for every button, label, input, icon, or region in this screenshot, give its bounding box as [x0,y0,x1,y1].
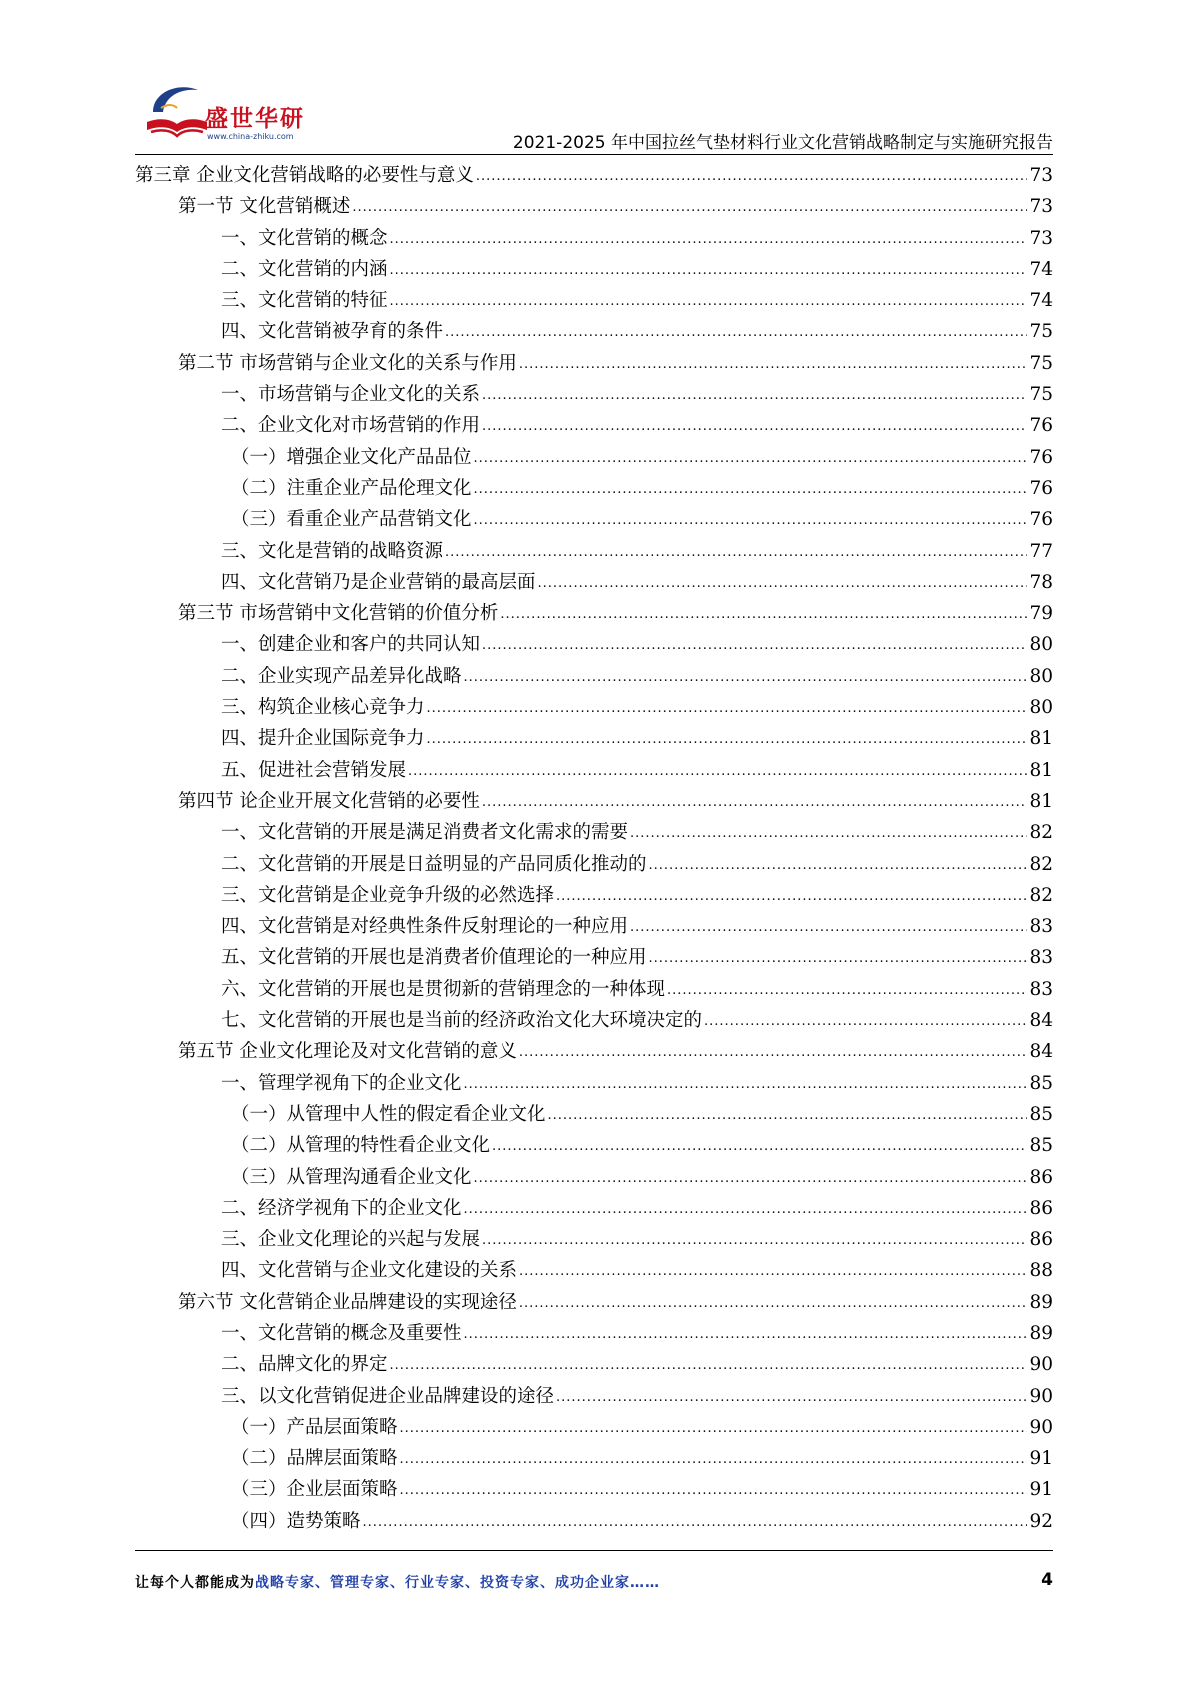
toc-leader-dots [482,380,1027,411]
toc-entry[interactable] [135,1287,1053,1318]
page-number: 4 [1041,1570,1053,1590]
toc-entry-page: 85 [1029,1135,1053,1157]
toc-entry[interactable] [135,1255,1053,1286]
toc-leader-dots [363,1507,1028,1538]
toc-leader-dots [476,161,1028,192]
toc-entry-page: 73 [1029,165,1053,186]
toc-leader-dots [538,568,1028,599]
toc-leader-dots [390,1350,1028,1381]
footer-slogan [135,1572,660,1592]
slogan-highlight: 战略专家、管理专家、行业专家、投资专家、成功企业家…… [255,1575,660,1591]
toc-entry-page: 74 [1029,290,1053,312]
toc-leader-dots [548,1100,1028,1131]
toc-entry-label: 六、文化营销的开展也是贯彻新的营销理念的一种体现 [221,978,666,1000]
toc-entry[interactable] [135,1412,1053,1443]
toc-leader-dots [667,975,1027,1006]
toc-entry[interactable] [135,1005,1053,1036]
toc-entry[interactable] [135,974,1053,1005]
page-header [135,78,1053,152]
toc-entry-label: （四）造势策略 [231,1510,361,1532]
toc-entry[interactable] [135,254,1053,285]
toc-entry[interactable] [135,692,1053,723]
toc-leader-dots [427,693,1028,724]
toc-entry[interactable] [135,285,1053,316]
toc-entry-page: 86 [1029,1229,1053,1251]
toc-leader-dots [474,505,1028,536]
toc-entry-page: 89 [1029,1322,1053,1344]
toc-entry-label: 一、文化营销的开展是满足消费者文化需求的需要 [221,822,629,844]
toc-entry-label: 二、品牌文化的界定 [221,1354,388,1376]
toc-leader-dots [474,443,1028,474]
toc-entry[interactable] [135,1381,1053,1412]
toc-entry[interactable] [135,1349,1053,1380]
toc-leader-dots [464,1069,1028,1100]
brand-url: www.china-zhiku.com [207,132,294,141]
toc-leader-dots [704,1006,1027,1037]
book-swoosh-logo-icon [143,82,213,144]
toc-entry[interactable] [135,536,1053,567]
toc-entry-label: 四、文化营销与企业文化建设的关系 [221,1260,518,1282]
toc-entry-label: （二）从管理的特性看企业文化 [231,1135,491,1157]
toc-entry-label: （三）从管理沟通看企业文化 [231,1166,472,1188]
toc-entry[interactable] [135,661,1053,692]
toc-entry[interactable] [135,410,1053,441]
toc-entry[interactable] [135,223,1053,254]
toc-entry[interactable] [135,880,1053,911]
toc-entry-page: 76 [1029,509,1053,531]
toc-entry-page: 85 [1029,1103,1053,1125]
toc-entry-page: 79 [1029,603,1053,625]
toc-leader-dots [400,1444,1028,1475]
toc-entry-page: 73 [1029,227,1053,249]
header-divider [135,154,1053,155]
toc-entry-page: 74 [1029,258,1053,280]
toc-entry-page: 86 [1029,1166,1053,1188]
toc-entry-page: 84 [1029,1041,1053,1063]
toc-entry-label: 一、文化营销的概念及重要性 [221,1322,462,1344]
toc-entry[interactable] [135,567,1053,598]
toc-entry[interactable] [135,348,1053,379]
toc-entry-label: 四、文化营销乃是企业营销的最高层面 [221,571,536,593]
toc-leader-dots [352,192,1027,223]
toc-entry-label: 四、提升企业国际竞争力 [221,728,425,750]
toc-entry-page: 91 [1029,1448,1053,1470]
toc-entry-label: （二）注重企业产品伦理文化 [231,477,472,499]
toc-entry-page: 83 [1029,947,1053,969]
toc-leader-dots [390,255,1028,286]
toc-entry-label: 一、文化营销的概念 [221,227,388,249]
toc-leader-dots [390,286,1028,317]
toc-entry-label: 二、文化营销的开展是日益明显的产品同质化推动的 [221,853,647,875]
toc-entry[interactable] [135,191,1053,222]
toc-leader-dots [464,1319,1028,1350]
toc-entry-label: 五、文化营销的开展也是消费者价值理论的一种应用 [221,947,647,969]
toc-entry[interactable] [135,755,1053,786]
toc-entry-label: 四、文化营销被孕育的条件 [221,321,444,343]
toc-entry-label: （二）品牌层面策略 [231,1448,398,1470]
toc-entry-label: 五、促进社会营销发展 [221,759,407,781]
toc-entry-label: 第六节 文化营销企业品牌建设的实现途径 [178,1291,517,1313]
toc-entry-page: 76 [1029,415,1053,437]
toc-entry[interactable] [135,1068,1053,1099]
footer-divider [135,1550,1053,1551]
toc-entry[interactable] [135,1193,1053,1224]
toc-entry-label: 一、市场营销与企业文化的关系 [221,384,481,406]
toc-entry[interactable] [135,849,1053,880]
brand-logo [143,82,313,144]
toc-entry-page: 81 [1029,790,1053,812]
toc-entry-label: 二、文化营销的内涵 [221,258,388,280]
toc-entry-label: （一）增强企业文化产品品位 [231,446,472,468]
toc-entry-label: （三）企业层面策略 [231,1479,398,1501]
toc-entry-page: 90 [1029,1354,1053,1376]
toc-entry[interactable] [135,379,1053,410]
toc-entry-label: 第五节 企业文化理论及对文化营销的意义 [178,1041,517,1063]
toc-entry-page: 88 [1029,1260,1053,1282]
toc-entry-page: 84 [1029,1010,1053,1032]
toc-entry-page: 78 [1029,571,1053,593]
toc-leader-dots [445,537,1027,568]
table-of-contents [135,160,1053,1537]
toc-entry-label: 第一节 文化营销概述 [178,196,351,218]
toc-entry-page: 80 [1029,697,1053,719]
toc-entry[interactable] [135,1130,1053,1161]
toc-entry[interactable] [135,786,1053,817]
toc-entry-page: 75 [1029,321,1053,343]
toc-leader-dots [400,1475,1028,1506]
toc-entry[interactable] [135,911,1053,942]
toc-entry[interactable] [135,473,1053,504]
toc-entry-page: 75 [1029,384,1053,406]
toc-entry-page: 86 [1029,1197,1053,1219]
toc-leader-dots [556,1382,1027,1413]
toc-entry[interactable] [135,442,1053,473]
toc-entry-label: 第二节 市场营销与企业文化的关系与作用 [178,352,517,374]
toc-entry-page: 82 [1029,853,1053,875]
toc-entry-label: 一、创建企业和客户的共同认知 [221,634,481,656]
slogan-prefix: 让每个人都能成为 [135,1575,255,1591]
brand-name: 盛世华研 [205,106,305,132]
toc-leader-dots [492,1131,1027,1162]
toc-entry[interactable] [135,598,1053,629]
toc-entry-page: 80 [1029,665,1053,687]
toc-leader-dots [500,599,1027,630]
toc-entry-page: 89 [1029,1291,1053,1313]
toc-entry-label: 第三节 市场营销中文化营销的价值分析 [178,603,499,625]
toc-leader-dots [445,317,1027,348]
toc-leader-dots [519,1288,1028,1319]
toc-entry-page: 83 [1029,978,1053,1000]
toc-leader-dots [630,912,1027,943]
toc-entry[interactable] [135,1162,1053,1193]
toc-entry-label: 第三章 企业文化营销战略的必要性与意义 [135,165,474,186]
toc-entry-page: 90 [1029,1416,1053,1438]
toc-entry[interactable] [135,160,1053,191]
toc-entry-page: 85 [1029,1072,1053,1094]
toc-leader-dots [482,411,1027,442]
toc-entry-page: 82 [1029,884,1053,906]
toc-entry-page: 77 [1029,540,1053,562]
report-title: 2021-2025 年中国拉丝气垫材料行业文化营销战略制定与实施研究报告 [512,133,1053,153]
toc-entry-page: 91 [1029,1479,1053,1501]
toc-entry-label: 三、企业文化理论的兴起与发展 [221,1229,481,1251]
toc-entry-label: 七、文化营销的开展也是当前的经济政治文化大环境决定的 [221,1010,703,1032]
toc-entry-label: （三）看重企业产品营销文化 [231,509,472,531]
toc-entry[interactable] [135,1318,1053,1349]
toc-entry-page: 73 [1029,196,1053,218]
toc-entry[interactable] [135,629,1053,660]
toc-leader-dots [400,1413,1028,1444]
toc-entry-label: 三、文化是营销的战略资源 [221,540,444,562]
toc-entry-label: 一、管理学视角下的企业文化 [221,1072,462,1094]
toc-leader-dots [482,1225,1027,1256]
toc-entry-page: 81 [1029,759,1053,781]
toc-entry-label: 三、以文化营销促进企业品牌建设的途径 [221,1385,555,1407]
page-footer [135,1572,1053,1600]
toc-entry-label: 二、企业文化对市场营销的作用 [221,415,481,437]
toc-leader-dots [482,630,1027,661]
toc-entry-label: 三、文化营销的特征 [221,290,388,312]
toc-entry[interactable] [135,942,1053,973]
toc-entry-label: 二、经济学视角下的企业文化 [221,1197,462,1219]
toc-leader-dots [519,1256,1027,1287]
toc-entry[interactable] [135,504,1053,535]
toc-leader-dots [390,224,1028,255]
toc-leader-dots [556,881,1027,912]
toc-entry-page: 75 [1029,352,1053,374]
toc-leader-dots [649,943,1028,974]
toc-leader-dots [427,724,1028,755]
toc-leader-dots [464,1194,1028,1225]
toc-leader-dots [649,850,1028,881]
toc-leader-dots [519,349,1028,380]
toc-entry[interactable] [135,316,1053,347]
toc-entry[interactable] [135,723,1053,754]
toc-entry-page: 83 [1029,916,1053,938]
toc-leader-dots [482,787,1028,818]
toc-entry[interactable] [135,1506,1053,1537]
toc-entry-label: 第四节 论企业开展文化营销的必要性 [178,790,480,812]
toc-entry-label: 三、构筑企业核心竞争力 [221,697,425,719]
toc-entry-label: 四、文化营销是对经典性条件反射理论的一种应用 [221,916,629,938]
toc-leader-dots [464,662,1028,693]
toc-entry[interactable] [135,1099,1053,1130]
toc-entry[interactable] [135,1224,1053,1255]
toc-entry-label: （一）从管理中人性的假定看企业文化 [231,1103,546,1125]
toc-entry-page: 81 [1029,728,1053,750]
toc-leader-dots [408,756,1027,787]
toc-entry[interactable] [135,817,1053,848]
toc-entry-page: 80 [1029,634,1053,656]
toc-entry[interactable] [135,1036,1053,1067]
toc-entry-page: 92 [1029,1510,1053,1532]
toc-leader-dots [519,1037,1028,1068]
toc-leader-dots [474,474,1028,505]
toc-entry-page: 90 [1029,1385,1053,1407]
toc-entry-label: （一）产品层面策略 [231,1416,398,1438]
toc-entry-page: 82 [1029,822,1053,844]
toc-entry-page: 76 [1029,446,1053,468]
toc-leader-dots [474,1163,1028,1194]
toc-leader-dots [630,818,1027,849]
toc-entry-label: 三、文化营销是企业竞争升级的必然选择 [221,884,555,906]
toc-entry[interactable] [135,1443,1053,1474]
toc-entry[interactable] [135,1474,1053,1505]
toc-entry-page: 76 [1029,477,1053,499]
toc-entry-label: 二、企业实现产品差异化战略 [221,665,462,687]
